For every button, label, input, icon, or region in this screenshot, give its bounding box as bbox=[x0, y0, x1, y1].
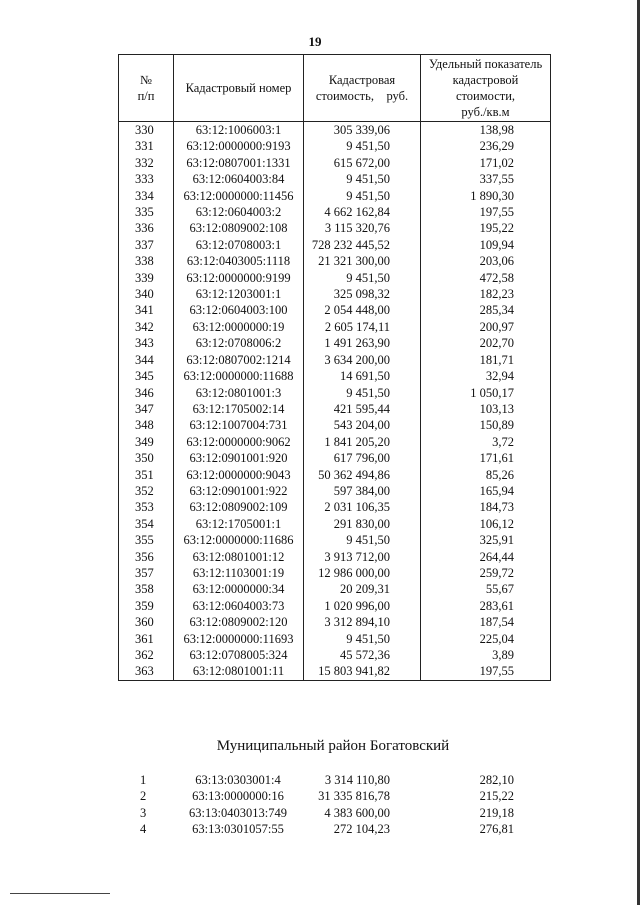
table-row bbox=[119, 253, 551, 269]
row-specific-value: 103,13 bbox=[421, 401, 551, 417]
row-cadastral-value: 45 572,36 bbox=[304, 647, 421, 663]
row-cadastral-number: 63:12:1103001:19 bbox=[174, 565, 304, 581]
row-specific-value: 195,22 bbox=[421, 220, 551, 236]
row-cadastral-number: 63:12:1705001:1 bbox=[174, 516, 304, 532]
table-row bbox=[119, 319, 551, 335]
row-number: 4 bbox=[140, 822, 147, 837]
row-cadastral-number: 63:12:1705002:14 bbox=[174, 401, 304, 417]
table-row bbox=[119, 138, 551, 154]
row-number: 344 bbox=[119, 352, 174, 368]
row-specific-value: 200,97 bbox=[421, 319, 551, 335]
row-cadastral-value: 2 031 106,35 bbox=[304, 499, 421, 515]
row-cadastral-number: 63:12:0604003:2 bbox=[174, 204, 304, 220]
row-specific-value: 264,44 bbox=[421, 549, 551, 565]
row-cadastral-value: 4 662 162,84 bbox=[304, 204, 421, 220]
row-cadastral-value: 9 451,50 bbox=[304, 171, 421, 187]
row-specific-value: 325,91 bbox=[421, 532, 551, 548]
table-row bbox=[119, 385, 551, 401]
row-cadastral-number: 63:12:0000000:11686 bbox=[174, 532, 304, 548]
row-cadastral-number: 63:12:0708005:324 bbox=[174, 647, 304, 663]
table-row bbox=[119, 122, 551, 139]
row-cadastral-value: 617 796,00 bbox=[304, 450, 421, 466]
row-cadastral-value: 3 312 894,10 bbox=[304, 614, 421, 630]
table-row bbox=[119, 581, 551, 597]
row-specific-value: 202,70 bbox=[421, 335, 551, 351]
row-cadastral-value: 20 209,31 bbox=[304, 581, 421, 597]
row-number: 354 bbox=[119, 516, 174, 532]
table-row bbox=[119, 352, 551, 368]
table-header-row bbox=[119, 55, 551, 122]
table-row bbox=[119, 549, 551, 565]
row-number: 348 bbox=[119, 417, 174, 433]
row-cadastral-value: 272 104,23 bbox=[333, 822, 390, 837]
row-cadastral-number: 63:12:0604003:100 bbox=[174, 302, 304, 318]
table-row bbox=[119, 188, 551, 204]
row-cadastral-number: 63:13:0303001:4 bbox=[195, 773, 281, 787]
row-cadastral-value: 305 339,06 bbox=[304, 122, 421, 139]
row-cadastral-number: 63:12:0000000:11456 bbox=[174, 188, 304, 204]
table-row bbox=[119, 401, 551, 417]
page-number: 19 bbox=[308, 34, 322, 49]
row-specific-value: 106,12 bbox=[421, 516, 551, 532]
row-cadastral-value: 325 098,32 bbox=[304, 286, 421, 302]
table-row bbox=[119, 237, 551, 253]
row-specific-value: 55,67 bbox=[421, 581, 551, 597]
row-cadastral-number: 63:12:0801001:3 bbox=[174, 385, 304, 401]
table-row bbox=[119, 270, 551, 286]
table-row bbox=[119, 155, 551, 171]
row-specific-value: 276,81 bbox=[479, 822, 514, 837]
row-number: 346 bbox=[119, 385, 174, 401]
row-specific-value: 337,55 bbox=[421, 171, 551, 187]
row-cadastral-number: 63:12:0809002:108 bbox=[174, 220, 304, 236]
row-number: 352 bbox=[119, 483, 174, 499]
row-specific-value: 171,61 bbox=[421, 450, 551, 466]
row-cadastral-number: 63:12:0604003:84 bbox=[174, 171, 304, 187]
row-cadastral-value: 3 913 712,00 bbox=[304, 549, 421, 565]
row-cadastral-number: 63:12:0807002:1214 bbox=[174, 352, 304, 368]
row-specific-value: 236,29 bbox=[421, 138, 551, 154]
row-specific-value: 3,72 bbox=[421, 434, 551, 450]
row-specific-value: 85,26 bbox=[421, 467, 551, 483]
table-row bbox=[118, 821, 550, 837]
row-cadastral-number: 63:12:0000000:9193 bbox=[174, 138, 304, 154]
row-number: 356 bbox=[119, 549, 174, 565]
row-cadastral-number: 63:12:0604003:73 bbox=[174, 598, 304, 614]
row-cadastral-number: 63:12:0403005:1118 bbox=[174, 253, 304, 269]
row-specific-value: 32,94 bbox=[421, 368, 551, 384]
row-cadastral-number: 63:12:1007004:731 bbox=[174, 417, 304, 433]
row-cadastral-value: 9 451,50 bbox=[304, 188, 421, 204]
row-number: 338 bbox=[119, 253, 174, 269]
row-number: 355 bbox=[119, 532, 174, 548]
row-specific-value: 219,18 bbox=[479, 805, 514, 820]
header-specific-value: Удельный показатель кадастровой стоимости, руб./кв.м bbox=[421, 55, 551, 122]
row-cadastral-value: 2 605 174,11 bbox=[304, 319, 421, 335]
row-cadastral-value: 2 054 448,00 bbox=[304, 302, 421, 318]
table-row bbox=[119, 417, 551, 433]
table-row bbox=[118, 805, 550, 821]
row-cadastral-value: 50 362 494,86 bbox=[304, 467, 421, 483]
row-cadastral-number: 63:12:0000000:9043 bbox=[174, 467, 304, 483]
row-cadastral-value: 1 841 205,20 bbox=[304, 434, 421, 450]
row-specific-value: 259,72 bbox=[421, 565, 551, 581]
row-cadastral-value: 12 986 000,00 bbox=[304, 565, 421, 581]
row-cadastral-number: 63:12:0807001:1331 bbox=[174, 155, 304, 171]
row-cadastral-number: 63:13:0403013:749 bbox=[189, 805, 287, 820]
table-row bbox=[119, 565, 551, 581]
row-specific-value: 215,22 bbox=[479, 789, 514, 804]
row-specific-value: 197,55 bbox=[421, 204, 551, 220]
row-specific-value: 1 050,17 bbox=[421, 385, 551, 401]
row-cadastral-number: 63:12:0708006:2 bbox=[174, 335, 304, 351]
table-row bbox=[118, 788, 550, 804]
row-cadastral-value: 291 830,00 bbox=[304, 516, 421, 532]
row-number: 359 bbox=[119, 598, 174, 614]
table-row bbox=[119, 499, 551, 515]
row-specific-value: 182,23 bbox=[421, 286, 551, 302]
row-cadastral-value: 421 595,44 bbox=[304, 401, 421, 417]
row-cadastral-value: 9 451,50 bbox=[304, 385, 421, 401]
cadastral-table bbox=[118, 54, 551, 681]
row-specific-value: 109,94 bbox=[421, 237, 551, 253]
row-number: 357 bbox=[119, 565, 174, 581]
table-row bbox=[119, 614, 551, 630]
row-number: 331 bbox=[119, 138, 174, 154]
table-row bbox=[119, 450, 551, 466]
table-row bbox=[119, 598, 551, 614]
row-cadastral-number: 63:12:0901001:922 bbox=[174, 483, 304, 499]
table-row bbox=[119, 663, 551, 680]
table-row bbox=[119, 286, 551, 302]
row-number: 333 bbox=[119, 171, 174, 187]
footer-rule bbox=[10, 893, 110, 894]
row-specific-value: 203,06 bbox=[421, 253, 551, 269]
table-row bbox=[118, 772, 550, 788]
row-specific-value: 3,89 bbox=[421, 647, 551, 663]
table-row bbox=[119, 483, 551, 499]
row-cadastral-value: 1 491 263,90 bbox=[304, 335, 421, 351]
row-specific-value: 187,54 bbox=[421, 614, 551, 630]
row-number: 358 bbox=[119, 581, 174, 597]
row-cadastral-value: 4 383 600,00 bbox=[324, 805, 390, 820]
row-cadastral-value: 728 232 445,52 bbox=[304, 237, 421, 253]
row-number: 343 bbox=[119, 335, 174, 351]
row-specific-value: 225,04 bbox=[421, 631, 551, 647]
row-specific-value: 150,89 bbox=[421, 417, 551, 433]
row-cadastral-value: 9 451,50 bbox=[304, 532, 421, 548]
table-row bbox=[119, 204, 551, 220]
row-number: 2 bbox=[140, 789, 147, 804]
row-specific-value: 285,34 bbox=[421, 302, 551, 318]
row-number: 334 bbox=[119, 188, 174, 204]
row-cadastral-number: 63:12:1203001:1 bbox=[174, 286, 304, 302]
table-row bbox=[119, 467, 551, 483]
row-cadastral-number: 63:12:0901001:920 bbox=[174, 450, 304, 466]
row-cadastral-value: 615 672,00 bbox=[304, 155, 421, 171]
row-specific-value: 138,98 bbox=[421, 122, 551, 139]
row-specific-value: 165,94 bbox=[421, 483, 551, 499]
row-cadastral-value: 9 451,50 bbox=[304, 631, 421, 647]
row-cadastral-value: 3 115 320,76 bbox=[304, 220, 421, 236]
row-number: 362 bbox=[119, 647, 174, 663]
row-cadastral-value: 9 451,50 bbox=[304, 270, 421, 286]
row-number: 349 bbox=[119, 434, 174, 450]
table-row bbox=[119, 335, 551, 351]
table-row bbox=[119, 434, 551, 450]
table-row bbox=[119, 532, 551, 548]
row-cadastral-number: 63:13:0000000:16 bbox=[192, 789, 284, 804]
header-cadastral-number: Кадастровый номер bbox=[174, 55, 304, 122]
table-row bbox=[119, 647, 551, 663]
row-cadastral-value: 31 335 816,78 bbox=[318, 789, 390, 804]
row-cadastral-value: 543 204,00 bbox=[304, 417, 421, 433]
header-number: № п/п bbox=[119, 55, 174, 122]
district-table bbox=[118, 772, 550, 838]
row-cadastral-number: 63:12:0000000:9062 bbox=[174, 434, 304, 450]
row-cadastral-number: 63:12:0809002:109 bbox=[174, 499, 304, 515]
row-number: 332 bbox=[119, 155, 174, 171]
row-number: 3 bbox=[140, 805, 147, 820]
row-cadastral-value: 15 803 941,82 bbox=[304, 663, 421, 680]
row-specific-value: 282,10 bbox=[479, 773, 514, 787]
row-number: 340 bbox=[119, 286, 174, 302]
row-number: 337 bbox=[119, 237, 174, 253]
row-number: 360 bbox=[119, 614, 174, 630]
row-cadastral-number: 63:12:0000000:9199 bbox=[174, 270, 304, 286]
row-number: 361 bbox=[119, 631, 174, 647]
row-number: 336 bbox=[119, 220, 174, 236]
row-specific-value: 184,73 bbox=[421, 499, 551, 515]
row-number: 351 bbox=[119, 467, 174, 483]
row-cadastral-number: 63:12:0801001:12 bbox=[174, 549, 304, 565]
table-row bbox=[119, 302, 551, 318]
row-number: 347 bbox=[119, 401, 174, 417]
row-specific-value: 181,71 bbox=[421, 352, 551, 368]
row-cadastral-value: 21 321 300,00 bbox=[304, 253, 421, 269]
table-row bbox=[119, 220, 551, 236]
row-cadastral-number: 63:12:0000000:11688 bbox=[174, 368, 304, 384]
row-cadastral-number: 63:12:0000000:34 bbox=[174, 581, 304, 597]
row-cadastral-number: 63:12:0000000:19 bbox=[174, 319, 304, 335]
row-specific-value: 1 890,30 bbox=[421, 188, 551, 204]
row-number: 1 bbox=[140, 773, 147, 787]
row-cadastral-value: 9 451,50 bbox=[304, 138, 421, 154]
row-number: 350 bbox=[119, 450, 174, 466]
row-number: 363 bbox=[119, 663, 174, 680]
row-cadastral-value: 597 384,00 bbox=[304, 483, 421, 499]
table-row bbox=[119, 631, 551, 647]
row-cadastral-value: 14 691,50 bbox=[304, 368, 421, 384]
row-cadastral-number: 63:13:0301057:55 bbox=[192, 822, 284, 837]
row-specific-value: 171,02 bbox=[421, 155, 551, 171]
row-cadastral-value: 3 314 110,80 bbox=[324, 773, 390, 787]
row-number: 345 bbox=[119, 368, 174, 384]
row-cadastral-number: 63:12:1006003:1 bbox=[174, 122, 304, 139]
row-cadastral-value: 3 634 200,00 bbox=[304, 352, 421, 368]
table-row bbox=[119, 171, 551, 187]
row-number: 342 bbox=[119, 319, 174, 335]
row-specific-value: 197,55 bbox=[421, 663, 551, 680]
row-cadastral-number: 63:12:0708003:1 bbox=[174, 237, 304, 253]
table-row bbox=[119, 516, 551, 532]
row-cadastral-value: 1 020 996,00 bbox=[304, 598, 421, 614]
district-title: Муниципальный район Богатовский bbox=[216, 738, 450, 754]
row-cadastral-number: 63:12:0809002:120 bbox=[174, 614, 304, 630]
row-number: 353 bbox=[119, 499, 174, 515]
row-specific-value: 472,58 bbox=[421, 270, 551, 286]
header-cadastral-value: Кадастровая стоимость, руб. bbox=[304, 55, 421, 122]
row-cadastral-number: 63:12:0801001:11 bbox=[174, 663, 304, 680]
table-row bbox=[119, 368, 551, 384]
row-number: 335 bbox=[119, 204, 174, 220]
row-cadastral-number: 63:12:0000000:11693 bbox=[174, 631, 304, 647]
row-number: 339 bbox=[119, 270, 174, 286]
row-number: 330 bbox=[119, 122, 174, 139]
row-number: 341 bbox=[119, 302, 174, 318]
row-specific-value: 283,61 bbox=[421, 598, 551, 614]
